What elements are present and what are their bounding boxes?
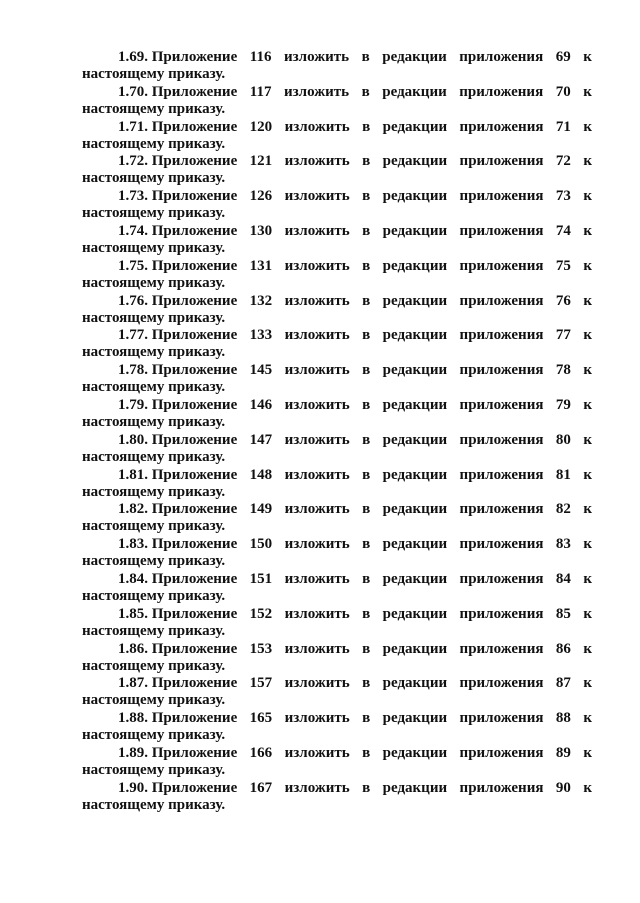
to-word: к — [583, 710, 592, 727]
target-appendix-number: 85 — [555, 605, 571, 622]
item-number-label: 1.88. Приложение — [118, 710, 238, 727]
item-continuation: настоящему приказу. — [82, 587, 226, 604]
preposition-word: в — [362, 292, 371, 309]
to-word: к — [583, 327, 592, 344]
appendix-word: приложения — [459, 744, 544, 761]
edition-word: редакции — [382, 396, 448, 413]
source-appendix-number: 145 — [249, 362, 273, 379]
preposition-word: в — [362, 640, 371, 657]
list-item — [82, 152, 592, 187]
item-continuation: настоящему приказу. — [82, 413, 226, 430]
item-first-line — [82, 187, 592, 205]
to-word: к — [583, 570, 592, 587]
preposition-word: в — [362, 779, 371, 796]
verb-word: изложить — [284, 744, 350, 761]
item-first-line — [82, 605, 592, 623]
item-continuation: настоящему приказу. — [82, 692, 226, 709]
source-appendix-number: 151 — [249, 570, 273, 587]
item-number-label: 1.75. Приложение — [118, 257, 238, 274]
list-item — [82, 431, 592, 466]
verb-word: изложить — [284, 431, 350, 448]
target-appendix-number: 69 — [555, 49, 571, 65]
appendix-word: приложения — [459, 292, 544, 309]
verb-word: изложить — [284, 605, 350, 622]
verb-word: изложить — [284, 188, 350, 205]
source-appendix-number: 146 — [249, 396, 273, 413]
target-appendix-number: 76 — [555, 292, 571, 309]
edition-word: редакции — [382, 222, 448, 239]
edition-word: редакции — [382, 744, 448, 761]
source-appendix-number: 133 — [249, 327, 273, 344]
item-number-label: 1.78. Приложение — [118, 362, 238, 379]
verb-word: изложить — [284, 257, 350, 274]
verb-word: изложить — [284, 640, 350, 657]
source-appendix-number: 131 — [249, 257, 273, 274]
preposition-word: в — [362, 118, 371, 135]
target-appendix-number: 71 — [555, 118, 571, 135]
item-number-label: 1.71. Приложение — [118, 118, 238, 135]
item-number-label: 1.77. Приложение — [118, 327, 238, 344]
item-number-label: 1.81. Приложение — [118, 466, 238, 483]
item-continuation: настоящему приказу. — [82, 170, 226, 187]
target-appendix-number: 79 — [555, 396, 571, 413]
appendix-word: приложения — [459, 501, 544, 518]
target-appendix-number: 78 — [555, 362, 571, 379]
preposition-word: в — [362, 710, 371, 727]
preposition-word: в — [362, 153, 371, 170]
appendix-word: приложения — [459, 396, 544, 413]
item-continuation: настоящему приказу. — [82, 274, 226, 291]
item-first-line — [82, 535, 592, 553]
source-appendix-number: 152 — [249, 605, 273, 622]
item-number-label: 1.83. Приложение — [118, 536, 238, 553]
preposition-word: в — [362, 257, 371, 274]
verb-word: изложить — [284, 466, 350, 483]
preposition-word: в — [362, 605, 371, 622]
verb-word: изложить — [284, 501, 350, 518]
to-word: к — [583, 431, 592, 448]
list-item — [82, 605, 592, 640]
item-number-label: 1.76. Приложение — [118, 292, 238, 309]
item-first-line — [82, 744, 592, 762]
item-continuation: настоящему приказу. — [82, 100, 226, 117]
appendix-word: приложения — [459, 49, 544, 65]
list-item — [82, 187, 592, 222]
edition-word: редакции — [382, 536, 448, 553]
list-item — [82, 222, 592, 257]
item-list — [82, 48, 592, 814]
appendix-word: приложения — [459, 570, 544, 587]
edition-word: редакции — [382, 188, 448, 205]
preposition-word: в — [362, 570, 371, 587]
edition-word: редакции — [382, 466, 448, 483]
item-first-line — [82, 326, 592, 344]
preposition-word: в — [361, 83, 370, 100]
verb-word: изложить — [284, 675, 350, 692]
source-appendix-number: 157 — [249, 675, 273, 692]
appendix-word: приложения — [459, 536, 544, 553]
preposition-word: в — [362, 362, 371, 379]
appendix-word: приложения — [459, 153, 544, 170]
source-appendix-number: 149 — [249, 501, 273, 518]
list-item — [82, 257, 592, 292]
appendix-word: приложения — [459, 431, 544, 448]
verb-word: изложить — [284, 83, 350, 100]
to-word: к — [583, 118, 592, 135]
item-first-line — [82, 570, 592, 588]
preposition-word: в — [362, 327, 371, 344]
preposition-word: в — [362, 188, 371, 205]
edition-word: редакции — [382, 49, 447, 65]
appendix-word: приложения — [459, 362, 544, 379]
verb-word: изложить — [284, 327, 350, 344]
item-first-line — [82, 292, 592, 310]
target-appendix-number: 74 — [555, 222, 571, 239]
to-word: к — [583, 466, 592, 483]
preposition-word: в — [362, 222, 371, 239]
source-appendix-number: 117 — [249, 83, 272, 100]
item-number-label: 1.85. Приложение — [118, 605, 238, 622]
target-appendix-number: 75 — [555, 257, 571, 274]
edition-word: редакции — [382, 675, 448, 692]
list-item — [82, 744, 592, 779]
list-item — [82, 326, 592, 361]
appendix-word: приложения — [459, 327, 544, 344]
preposition-word: в — [362, 501, 371, 518]
preposition-word: в — [362, 431, 371, 448]
source-appendix-number: 166 — [249, 744, 273, 761]
list-item — [82, 292, 592, 327]
target-appendix-number: 87 — [555, 675, 571, 692]
verb-word: изложить — [284, 570, 350, 587]
appendix-word: приложения — [459, 710, 544, 727]
item-continuation: настоящему приказу. — [82, 309, 226, 326]
verb-word: изложить — [284, 710, 350, 727]
edition-word: редакции — [382, 501, 448, 518]
target-appendix-number: 90 — [555, 779, 571, 796]
source-appendix-number: 153 — [249, 640, 273, 657]
list-item — [82, 570, 592, 605]
target-appendix-number: 82 — [555, 501, 571, 518]
target-appendix-number: 72 — [555, 153, 571, 170]
edition-word: редакции — [382, 431, 448, 448]
edition-word: редакции — [382, 605, 448, 622]
to-word: к — [583, 779, 592, 796]
verb-word: изложить — [284, 292, 350, 309]
item-number-label: 1.74. Приложение — [118, 222, 238, 239]
list-item — [82, 535, 592, 570]
to-word: к — [583, 222, 592, 239]
item-first-line — [82, 152, 592, 170]
edition-word: редакции — [382, 83, 447, 100]
item-number-label: 1.80. Приложение — [118, 431, 238, 448]
list-item — [82, 674, 592, 709]
appendix-word: приложения — [459, 640, 544, 657]
edition-word: редакции — [382, 362, 448, 379]
item-number-label: 1.82. Приложение — [118, 501, 238, 518]
preposition-word: в — [362, 675, 371, 692]
target-appendix-number: 73 — [555, 188, 571, 205]
item-continuation: настоящему приказу. — [82, 761, 226, 778]
edition-word: редакции — [382, 570, 448, 587]
target-appendix-number: 80 — [555, 431, 571, 448]
preposition-word: в — [362, 536, 371, 553]
appendix-word: приложения — [459, 83, 544, 100]
item-number-label: 1.90. Приложение — [118, 779, 238, 796]
preposition-word: в — [361, 49, 370, 65]
to-word: к — [583, 536, 592, 553]
item-continuation: настоящему приказу. — [82, 448, 226, 465]
verb-word: изложить — [284, 118, 350, 135]
item-number-label: 1.86. Приложение — [118, 640, 238, 657]
verb-word: изложить — [284, 536, 350, 553]
target-appendix-number: 77 — [555, 327, 571, 344]
item-number-label: 1.89. Приложение — [118, 744, 238, 761]
source-appendix-number: 121 — [249, 153, 273, 170]
preposition-word: в — [362, 744, 371, 761]
item-number-label: 1.72. Приложение — [118, 153, 238, 170]
edition-word: редакции — [382, 257, 448, 274]
item-first-line — [82, 500, 592, 518]
edition-word: редакции — [382, 640, 448, 657]
list-item — [82, 396, 592, 431]
item-continuation: настоящему приказу. — [82, 239, 226, 256]
target-appendix-number: 70 — [555, 83, 571, 100]
list-item — [82, 83, 592, 118]
source-appendix-number: 148 — [249, 466, 273, 483]
item-continuation: настоящему приказу. — [82, 205, 226, 222]
appendix-word: приложения — [459, 466, 544, 483]
to-word: к — [583, 49, 592, 65]
verb-word: изложить — [284, 779, 350, 796]
item-first-line — [82, 361, 592, 379]
item-continuation: настоящему приказу. — [82, 553, 226, 570]
preposition-word: в — [362, 396, 371, 413]
item-first-line — [82, 48, 592, 66]
preposition-word: в — [362, 466, 371, 483]
source-appendix-number: 130 — [249, 222, 273, 239]
appendix-word: приложения — [459, 188, 544, 205]
verb-word: изложить — [284, 153, 350, 170]
item-continuation: настоящему приказу. — [82, 727, 226, 744]
source-appendix-number: 150 — [249, 536, 273, 553]
item-continuation: настоящему приказу. — [82, 379, 226, 396]
item-number-label: 1.87. Приложение — [118, 675, 238, 692]
target-appendix-number: 81 — [555, 466, 571, 483]
appendix-word: приложения — [459, 675, 544, 692]
list-item — [82, 361, 592, 396]
to-word: к — [583, 188, 592, 205]
item-first-line — [82, 118, 592, 136]
to-word: к — [583, 292, 592, 309]
item-continuation: настоящему приказу. — [82, 344, 226, 361]
item-continuation: настоящему приказу. — [82, 657, 226, 674]
item-first-line — [82, 709, 592, 727]
edition-word: редакции — [382, 118, 448, 135]
item-number-label: 1.70. Приложение — [118, 83, 238, 100]
source-appendix-number: 126 — [249, 188, 273, 205]
list-item — [82, 48, 592, 83]
item-first-line — [82, 257, 592, 275]
item-first-line — [82, 396, 592, 414]
source-appendix-number: 120 — [249, 118, 273, 135]
source-appendix-number: 167 — [249, 779, 273, 796]
appendix-word: приложения — [459, 605, 544, 622]
item-first-line — [82, 640, 592, 658]
to-word: к — [583, 640, 592, 657]
item-number-label: 1.84. Приложение — [118, 570, 238, 587]
target-appendix-number: 83 — [555, 536, 571, 553]
target-appendix-number: 89 — [555, 744, 571, 761]
verb-word: изложить — [284, 396, 350, 413]
item-first-line — [82, 779, 592, 797]
item-continuation: настоящему приказу. — [82, 796, 226, 813]
item-first-line — [82, 222, 592, 240]
source-appendix-number: 116 — [249, 49, 272, 65]
list-item — [82, 779, 592, 814]
appendix-word: приложения — [459, 222, 544, 239]
to-word: к — [583, 605, 592, 622]
verb-word: изложить — [284, 222, 350, 239]
edition-word: редакции — [382, 779, 448, 796]
item-continuation: настоящему приказу. — [82, 518, 226, 535]
to-word: к — [583, 744, 592, 761]
appendix-word: приложения — [459, 779, 544, 796]
source-appendix-number: 147 — [249, 431, 273, 448]
item-first-line — [82, 83, 592, 101]
list-item — [82, 466, 592, 501]
target-appendix-number: 86 — [555, 640, 571, 657]
item-continuation: настоящему приказу. — [82, 66, 226, 82]
source-appendix-number: 132 — [249, 292, 273, 309]
to-word: к — [583, 153, 592, 170]
to-word: к — [583, 362, 592, 379]
target-appendix-number: 88 — [555, 710, 571, 727]
source-appendix-number: 165 — [249, 710, 273, 727]
appendix-word: приложения — [459, 118, 544, 135]
item-first-line — [82, 466, 592, 484]
list-item — [82, 709, 592, 744]
item-continuation: настоящему приказу. — [82, 622, 226, 639]
to-word: к — [583, 501, 592, 518]
verb-word: изложить — [284, 49, 350, 65]
list-item — [82, 118, 592, 153]
item-first-line — [82, 674, 592, 692]
edition-word: редакции — [382, 153, 448, 170]
to-word: к — [583, 396, 592, 413]
item-number-label: 1.69. Приложение — [118, 49, 238, 65]
item-number-label: 1.73. Приложение — [118, 188, 238, 205]
edition-word: редакции — [382, 710, 448, 727]
target-appendix-number: 84 — [555, 570, 571, 587]
verb-word: изложить — [284, 362, 350, 379]
item-continuation: настоящему приказу. — [82, 483, 226, 500]
item-number-label: 1.79. Приложение — [118, 396, 238, 413]
edition-word: редакции — [382, 327, 448, 344]
to-word: к — [583, 675, 592, 692]
appendix-word: приложения — [459, 257, 544, 274]
item-continuation: настоящему приказу. — [82, 135, 226, 152]
to-word: к — [583, 83, 592, 100]
edition-word: редакции — [382, 292, 448, 309]
item-first-line — [82, 431, 592, 449]
list-item — [82, 640, 592, 675]
list-item — [82, 500, 592, 535]
to-word: к — [583, 257, 592, 274]
